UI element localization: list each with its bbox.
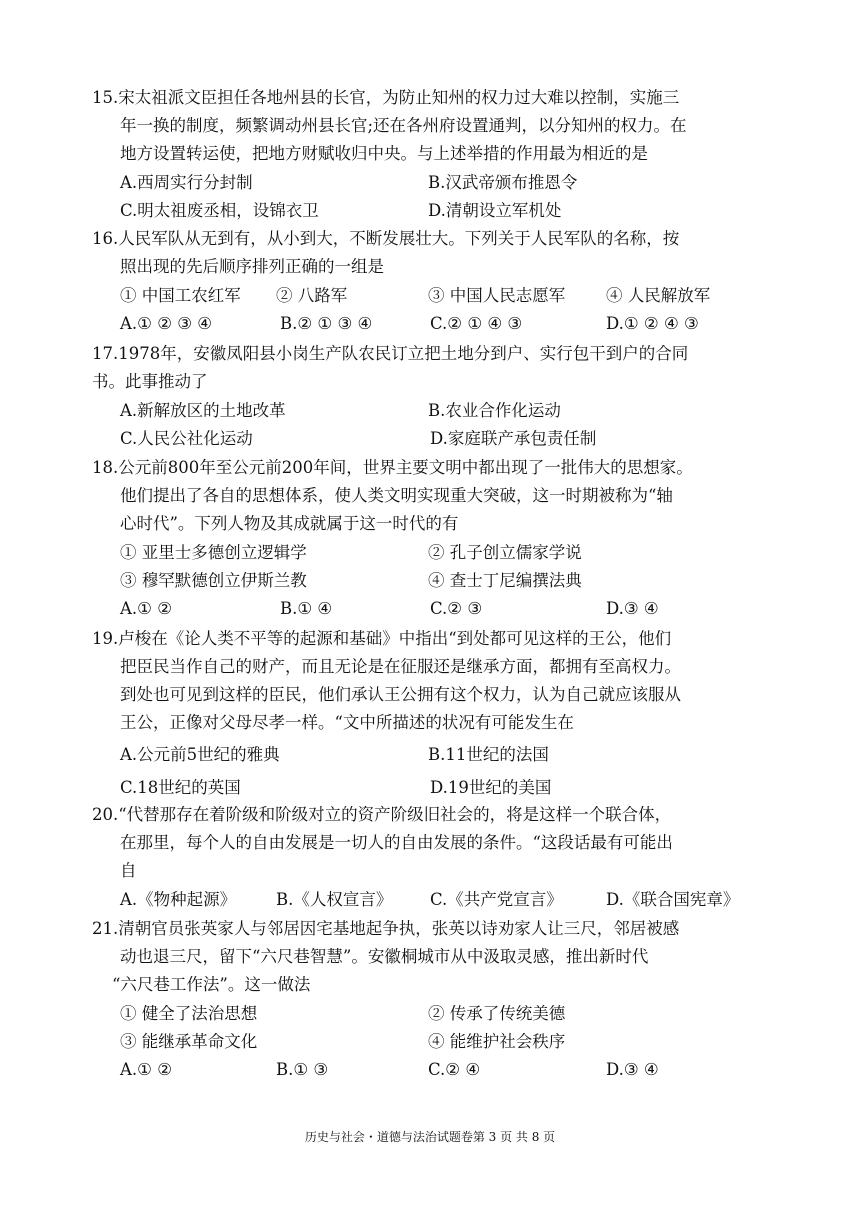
q17-option-c: C.人民公社化运动 (120, 429, 253, 448)
q21-item-3: ③ 能继承革命文化 (120, 1032, 258, 1051)
q20-stem-line-3: 自 (120, 861, 137, 880)
q17-option-a: A.新解放区的土地改革 (120, 401, 286, 420)
q19-stem-line-4: 王公，正像对父母尽孝一样。“文中所描述的状况有可能发生在 (120, 713, 574, 732)
q20-stem-line-2: 在那里，每个人的自由发展是一切人的自由发展的条件。“这段话最有可能出 (120, 833, 673, 852)
q15-option-b: B.汉武帝颁布推恩令 (428, 173, 578, 192)
q21-item-2: ② 传承了传统美德 (428, 1004, 566, 1023)
q16-item-1: ① 中国工农红军 (120, 286, 241, 305)
q16-item-2: ② 八路军 (276, 286, 348, 305)
q19-option-d: D.19世纪的美国 (430, 778, 552, 797)
q21-item-1: ① 健全了法治思想 (120, 1004, 258, 1023)
q21-option-c: C.② ④ (428, 1060, 481, 1079)
q20-stem-line-1: 20.“代替那存在着阶级和阶级对立的资产阶级旧社会的，将是这样一个联合体， (92, 805, 672, 824)
q16-stem-line-2: 照出现的先后顺序排列正确的一组是 (120, 257, 384, 276)
q15-stem-line-2: 年一换的制度，频繁调动州县长官;还在各州府设置通判，以分知州的权力。在 (120, 116, 687, 135)
q18-option-b: B.① ④ (280, 599, 333, 618)
q15-stem-line-1: 15.宋太祖派文臣担任各地州县的长官，为防止知州的权力过大难以控制，实施三 (92, 88, 680, 107)
q21-option-b: B.① ③ (276, 1060, 329, 1079)
q19-option-c: C.18世纪的英国 (120, 778, 241, 797)
q19-stem-line-3: 到处也可见到这样的臣民，他们承认王公拥有这个权力，认为自己就应该服从 (120, 685, 681, 704)
q15-option-d: D.清朝设立军机处 (428, 201, 562, 220)
q18-option-d: D.③ ④ (606, 599, 659, 618)
page-footer: 历史与社会・道德与法治试题卷第 3 页 共 8 页 (304, 1130, 556, 1144)
q20-option-c: C.《共产党宣言》 (430, 890, 563, 909)
q21-stem-line-1: 21.清朝官员张英家人与邻居因宅基地起争执，张英以诗劝家人让三尺，邻居被感 (92, 919, 680, 938)
q18-option-a: A.① ② (120, 599, 172, 618)
q16-option-a: A.① ② ③ ④ (120, 314, 213, 333)
q19-stem-line-1: 19.卢梭在《论人类不平等的起源和基础》中指出“到处都可见这样的王公，他们 (92, 629, 672, 648)
q19-option-b: B.11世纪的法国 (428, 745, 549, 764)
q15-stem-line-3: 地方设置转运使，把地方财赋收归中央。与上述举措的作用最为相近的是 (120, 144, 648, 163)
q19-stem-line-2: 把臣民当作自己的财产，而且无论是在征服还是继承方面，都拥有至高权力。 (120, 657, 681, 676)
q18-item-4: ④ 查士丁尼编撰法典 (428, 571, 582, 590)
q16-option-d: D.① ② ④ ③ (606, 314, 699, 333)
q21-option-d: D.③ ④ (606, 1060, 659, 1079)
q16-option-c: C.② ① ④ ③ (430, 314, 523, 333)
q18-item-1: ① 亚里士多德创立逻辑学 (120, 543, 307, 562)
q21-item-4: ④ 能维护社会秩序 (428, 1032, 566, 1051)
q16-option-b: B.② ① ③ ④ (280, 314, 373, 333)
q15-option-c: C.明太祖废丞相，设锦衣卫 (120, 201, 319, 220)
q17-stem-line-1: 17.1978年，安徽凤阳县小岗生产队农民订立把土地分到户、实行包干到户的合同 (92, 344, 689, 363)
q16-item-3: ③ 中国人民志愿军 (428, 286, 566, 305)
q18-stem-line-3: 心时代”。下列人物及其成就属于这一时代的有 (120, 514, 459, 533)
q17-option-b: B.农业合作化运动 (428, 401, 561, 420)
q18-stem-line-2: 他们提出了各自的思想体系，使人类文明实现重大突破，这一时期被称为“轴 (120, 486, 673, 505)
q21-option-a: A.① ② (120, 1060, 172, 1079)
q20-option-b: B.《人权宣言》 (276, 890, 393, 909)
q17-stem-line-2: 书。此事推动了 (92, 372, 208, 391)
q18-option-c: C.② ③ (430, 599, 483, 618)
q20-option-d: D.《联合国宪章》 (606, 890, 740, 909)
q19-option-a: A.公元前5世纪的雅典 (120, 745, 280, 764)
q18-item-3: ③ 穆罕默德创立伊斯兰教 (120, 571, 307, 590)
q15-option-a: A.西周实行分封制 (120, 173, 253, 192)
q18-item-2: ② 孔子创立儒家学说 (428, 543, 582, 562)
q16-item-4: ④ 人民解放军 (606, 286, 711, 305)
q18-stem-line-1: 18.公元前800年至公元前200年间，世界主要文明中都出现了一批伟大的思想家。 (92, 458, 693, 477)
q21-stem-line-3: “六尺巷工作法”。这一做法 (112, 975, 311, 994)
q16-stem-line-1: 16.人民军队从无到有，从小到大，不断发展壮大。下列关于人民军队的名称，按 (92, 229, 680, 248)
q21-stem-line-2: 动也退三尺，留下“六尺巷智慧”。安徽桐城市从中汲取灵感，推出新时代 (120, 947, 649, 966)
q17-option-d: D.家庭联产承包责任制 (430, 429, 597, 448)
q20-option-a: A.《物种起源》 (120, 890, 237, 909)
